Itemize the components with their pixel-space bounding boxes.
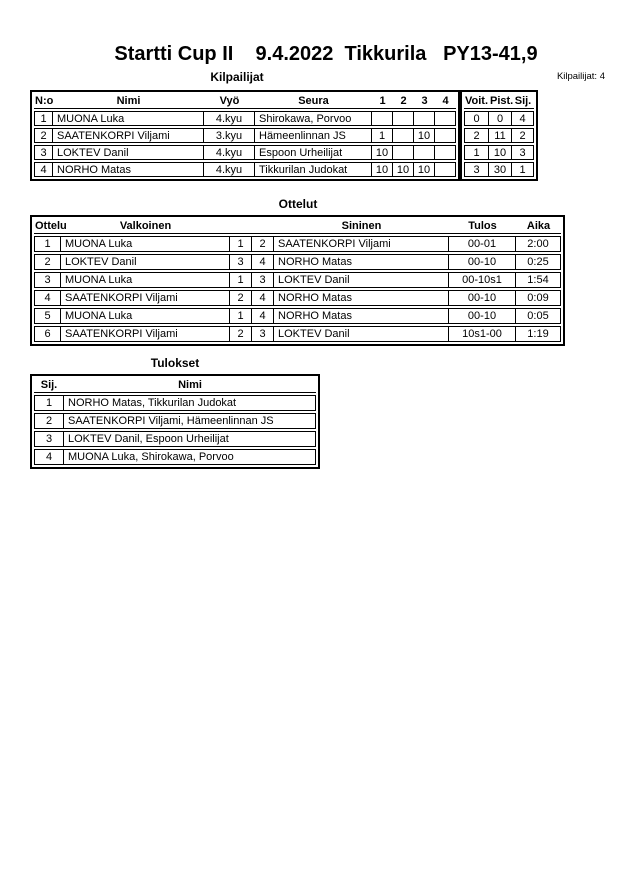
- cell-club: Hämeenlinnan JS: [255, 128, 372, 143]
- cell-round1: [372, 111, 393, 126]
- cell-round4: [435, 128, 456, 143]
- cell-wins: 1: [464, 145, 489, 160]
- cell-points: 10: [489, 145, 512, 160]
- cell-result: 10s1-00: [449, 326, 516, 342]
- cell-club: Tikkurilan Judokat: [255, 162, 372, 177]
- table-row: [464, 111, 534, 126]
- cell-belt: 4.kyu: [204, 145, 255, 160]
- cell-round1: 10: [372, 162, 393, 177]
- cell-white: SAATENKORPI Viljami: [61, 290, 230, 306]
- cell-points: 30: [489, 162, 512, 177]
- cell-blue: LOKTEV Danil: [274, 272, 449, 288]
- cell-result: 00-10: [449, 308, 516, 324]
- header-wins: Voit.: [465, 95, 489, 107]
- header-points: Pist.: [490, 95, 514, 107]
- cell-name: SAATENKORPI Viljami, Hämeenlinnan JS: [64, 413, 316, 429]
- cell-blue-no: 2: [252, 236, 274, 252]
- table-row: [34, 326, 561, 342]
- matches-section-title: Ottelut: [278, 197, 318, 211]
- page-title: Startti Cup II 9.4.2022 Tikkurila PY13-41,9: [114, 43, 538, 65]
- cell-points: 0: [489, 111, 512, 126]
- cell-time: 1:54: [516, 272, 561, 288]
- cell-match-no: 6: [34, 326, 61, 342]
- standings-header-row: [464, 94, 534, 109]
- header-result: Tulos: [449, 219, 516, 234]
- cell-round2: [393, 111, 414, 126]
- table-row: [34, 431, 316, 447]
- cell-points: 11: [489, 128, 512, 143]
- table-row: [34, 111, 456, 126]
- cell-result: 00-10: [449, 254, 516, 270]
- cell-club: Espoon Urheilijat: [255, 145, 372, 160]
- results-header-row: [34, 378, 316, 393]
- cell-time: 0:05: [516, 308, 561, 324]
- cell-result: 00-01: [449, 236, 516, 252]
- cell-no: 1: [34, 111, 53, 126]
- cell-no: 2: [34, 128, 53, 143]
- table-row: [34, 290, 561, 306]
- cell-name: NORHO Matas: [53, 162, 204, 177]
- cell-place: 1: [34, 395, 64, 411]
- header-white-no: [230, 219, 252, 234]
- cell-name: LOKTEV Danil: [53, 145, 204, 160]
- cell-white: MUONA Luka: [61, 308, 230, 324]
- cell-white: SAATENKORPI Viljami: [61, 326, 230, 342]
- cell-place: 1: [512, 162, 534, 177]
- table-row: [34, 413, 316, 429]
- cell-white-no: 1: [230, 236, 252, 252]
- header-round3: 3: [414, 94, 435, 109]
- header-match: Ottelu: [35, 220, 67, 232]
- cell-place: 2: [512, 128, 534, 143]
- cell-blue-no: 4: [252, 290, 274, 306]
- cell-time: 2:00: [516, 236, 561, 252]
- cell-no: 3: [34, 145, 53, 160]
- cell-wins: 3: [464, 162, 489, 177]
- cell-place: 3: [512, 145, 534, 160]
- cell-match-no: 1: [34, 236, 61, 252]
- cell-blue-no: 4: [252, 254, 274, 270]
- cell-round3: 10: [414, 162, 435, 177]
- cell-match-no: 5: [34, 308, 61, 324]
- competitors-count: Kilpailijat: 4: [556, 71, 605, 82]
- cell-belt: 3.kyu: [204, 128, 255, 143]
- table-row: [34, 128, 456, 143]
- cell-white-no: 2: [230, 326, 252, 342]
- cell-round2: [393, 128, 414, 143]
- cell-white-no: 3: [230, 254, 252, 270]
- header-round1: 1: [372, 94, 393, 109]
- table-row: [464, 162, 534, 177]
- cell-round4: [435, 111, 456, 126]
- cell-time: 0:25: [516, 254, 561, 270]
- cell-round1: 1: [372, 128, 393, 143]
- header-name: Nimi: [64, 378, 316, 393]
- header-name: Nimi: [53, 94, 204, 109]
- table-row: [34, 236, 561, 252]
- cell-belt: 4.kyu: [204, 162, 255, 177]
- matches-table: [30, 215, 565, 346]
- table-row: [34, 308, 561, 324]
- cell-round3: [414, 111, 435, 126]
- cell-white: LOKTEV Danil: [61, 254, 230, 270]
- cell-name: MUONA Luka, Shirokawa, Porvoo: [64, 449, 316, 465]
- cell-match-no: 2: [34, 254, 61, 270]
- cell-round4: [435, 162, 456, 177]
- cell-no: 4: [34, 162, 53, 177]
- cell-round3: 10: [414, 128, 435, 143]
- header-round4: 4: [435, 94, 456, 109]
- table-row: [34, 145, 456, 160]
- header-belt: Vyö: [204, 94, 255, 109]
- cell-match-no: 3: [34, 272, 61, 288]
- cell-white: MUONA Luka: [61, 236, 230, 252]
- header-white: Valkoinen: [61, 219, 230, 234]
- header-no: N:o: [35, 95, 54, 107]
- cell-round1: 10: [372, 145, 393, 160]
- competitors-table: [30, 90, 538, 181]
- cell-name: MUONA Luka: [53, 111, 204, 126]
- cell-name: SAATENKORPI Viljami: [53, 128, 204, 143]
- table-row: [34, 395, 316, 411]
- matches-header-row: [34, 219, 561, 234]
- table-row: [34, 449, 316, 465]
- competitors-section-title: Kilpailijat: [210, 70, 264, 84]
- cell-blue: LOKTEV Danil: [274, 326, 449, 342]
- cell-result: 00-10: [449, 290, 516, 306]
- cell-result: 00-10s1: [449, 272, 516, 288]
- cell-wins: 2: [464, 128, 489, 143]
- cell-name: LOKTEV Danil, Espoon Urheilijat: [64, 431, 316, 447]
- cell-place: 4: [34, 449, 64, 465]
- header-blue: Sininen: [274, 219, 449, 234]
- cell-blue: NORHO Matas: [274, 254, 449, 270]
- cell-name: NORHO Matas, Tikkurilan Judokat: [64, 395, 316, 411]
- results-section-title: Tulokset: [150, 356, 200, 370]
- cell-blue: NORHO Matas: [274, 308, 449, 324]
- table-row: [34, 162, 456, 177]
- cell-time: 0:09: [516, 290, 561, 306]
- header-blue-no: [252, 219, 274, 234]
- cell-round2: 10: [393, 162, 414, 177]
- table-row: [464, 145, 534, 160]
- cell-blue: SAATENKORPI Viljami: [274, 236, 449, 252]
- cell-time: 1:19: [516, 326, 561, 342]
- cell-white: MUONA Luka: [61, 272, 230, 288]
- cell-blue-no: 4: [252, 308, 274, 324]
- cell-white-no: 1: [230, 272, 252, 288]
- table-row: [464, 128, 534, 143]
- competitors-header-row: [34, 94, 456, 109]
- cell-round2: [393, 145, 414, 160]
- cell-place: 3: [34, 431, 64, 447]
- results-table: [30, 374, 320, 469]
- cell-white-no: 2: [230, 290, 252, 306]
- cell-match-no: 4: [34, 290, 61, 306]
- competitors-main-table: [30, 90, 460, 181]
- cell-round3: [414, 145, 435, 160]
- cell-blue-no: 3: [252, 272, 274, 288]
- cell-wins: 0: [464, 111, 489, 126]
- cell-blue-no: 3: [252, 326, 274, 342]
- cell-club: Shirokawa, Porvoo: [255, 111, 372, 126]
- cell-round4: [435, 145, 456, 160]
- header-place: Sij.: [34, 378, 64, 393]
- cell-place: 4: [512, 111, 534, 126]
- cell-belt: 4.kyu: [204, 111, 255, 126]
- header-club: Seura: [255, 94, 372, 109]
- header-round2: 2: [393, 94, 414, 109]
- table-row: [34, 254, 561, 270]
- cell-place: 2: [34, 413, 64, 429]
- header-place: Sij.: [512, 94, 534, 109]
- table-row: [34, 272, 561, 288]
- header-time: Aika: [516, 219, 561, 234]
- cell-blue: NORHO Matas: [274, 290, 449, 306]
- competitors-standings-table: [460, 90, 538, 181]
- cell-white-no: 1: [230, 308, 252, 324]
